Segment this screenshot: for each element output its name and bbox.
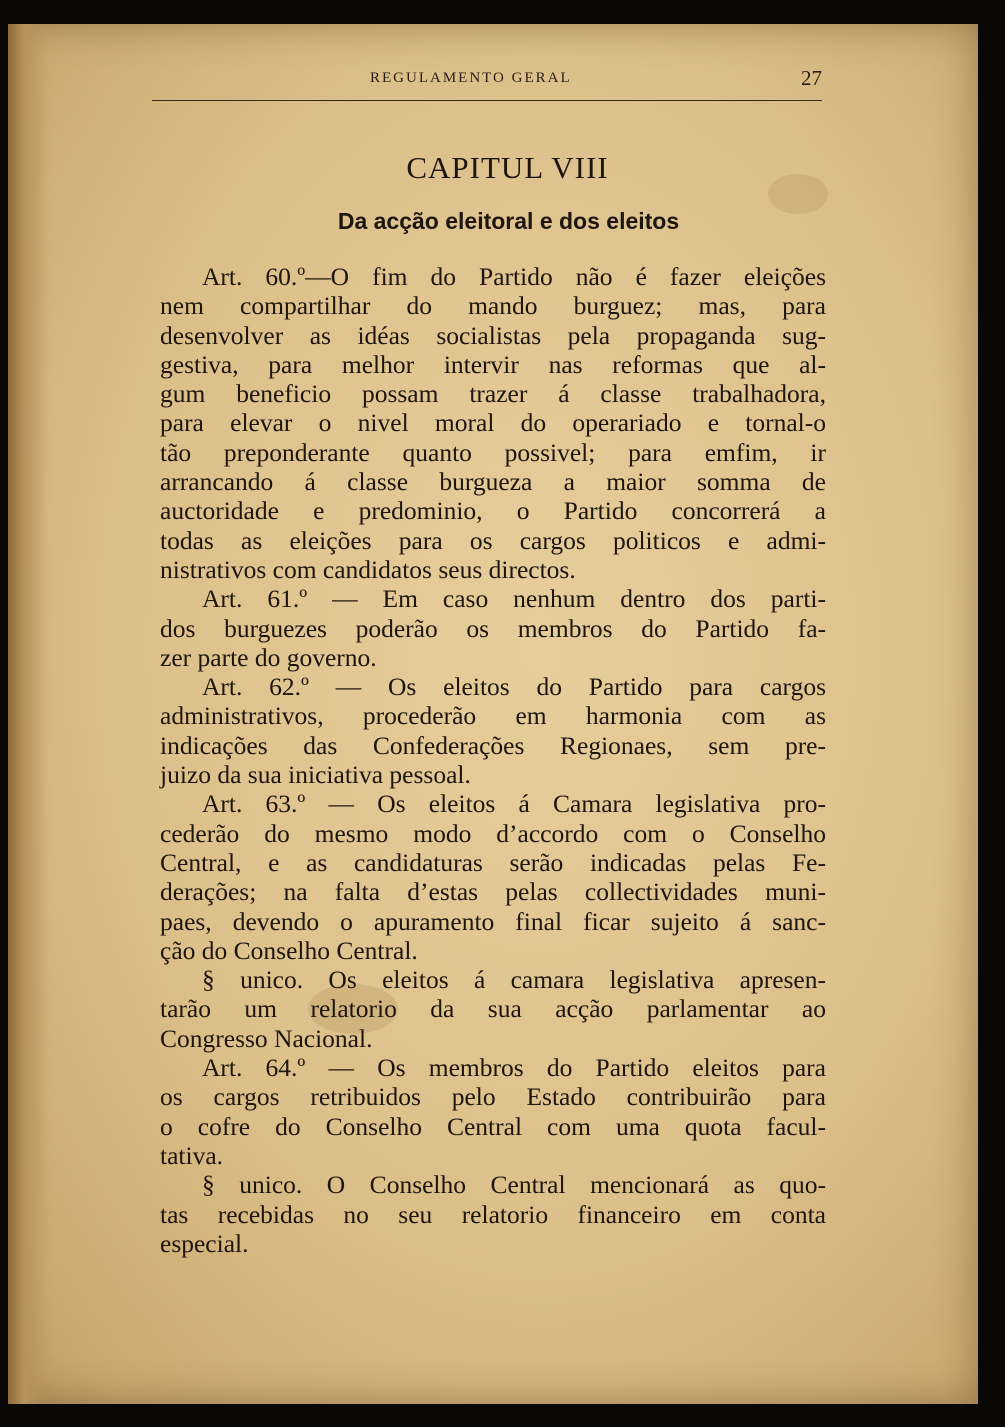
text-line: Congresso Nacional. <box>160 1023 373 1053</box>
text-line: todas as eleições para os cargos politicos e admi- <box>160 525 826 555</box>
text-line: o cofre do Conselho Central com uma quota facul- <box>160 1111 826 1141</box>
text-line: auctoridade e predominio, o Partido concorrerá a <box>160 496 826 526</box>
text-line: desenvolver as idéas socialistas pela propaganda sug- <box>160 320 826 350</box>
chapter-title: CAPITUL VIII <box>406 150 609 185</box>
text-line: tativa. <box>160 1140 224 1170</box>
running-header <box>152 66 822 101</box>
text-line: juizo da sua iniciativa pessoal. <box>160 760 471 790</box>
text-line: Art. 63.º — Os eleitos á Camara legislativa pro- <box>202 789 826 819</box>
text-line: gestiva, para melhor intervir nas reformas que al- <box>160 349 826 379</box>
text-line: paes, devendo o apuramento final ficar sujeito á sanc- <box>160 906 826 936</box>
text-line: Art. 61.º — Em caso nenhum dentro dos parti- <box>202 584 826 614</box>
text-line: tarão um relatorio da sua acção parlamentar ao <box>160 994 826 1024</box>
text-line: tas recebidas no seu relatorio financeiro em conta <box>160 1199 826 1229</box>
text-line: Central, e as candidaturas serão indicadas pelas Fe- <box>160 847 826 877</box>
text-line: dos burguezes poderão os membros do Partido fa- <box>160 613 826 643</box>
text-line: § unico. O Conselho Central mencionará as quo- <box>202 1170 826 1200</box>
text-line: tão preponderante quanto possivel; para emfim, ir <box>160 437 826 467</box>
text-line: Art. 62.º — Os eleitos do Partido para cargos <box>202 672 826 702</box>
text-line: derações; na falta d’estas pelas collectividades muni- <box>160 877 826 907</box>
body-text <box>160 262 826 1258</box>
page-number: 27 <box>801 66 822 90</box>
text-line: § unico. Os eleitos á camara legislativa apresen- <box>202 965 826 995</box>
text-line: especial. <box>160 1228 249 1258</box>
text-line: Art. 64.º — Os membros do Partido eleitos para <box>202 1053 826 1083</box>
text-line: cederão do mesmo modo d’accordo com o Conselho <box>160 818 826 848</box>
text-line: zer parte do governo. <box>160 642 377 672</box>
text-line: os cargos retribuidos pelo Estado contribuirão para <box>160 1082 826 1112</box>
text-line: indicações das Confederações Regionaes, sem pre- <box>160 730 826 760</box>
text-line: administrativos, procederão em harmonia com as <box>160 701 826 731</box>
section-title: Da acção eleitoral e dos eleitos <box>337 208 680 234</box>
text-line: arrancando á classe burgueza a maior somma de <box>160 467 826 497</box>
text-line: nem compartilhar do mando burguez; mas, para <box>160 291 826 321</box>
text-line: Art. 60.º—O fim do Partido não é fazer eleições <box>202 262 826 291</box>
text-line: para elevar o nivel moral do operariado e tornal-o <box>160 408 826 438</box>
text-line: gum beneficio possam trazer á classe trabalhadora, <box>160 379 826 409</box>
running-title: REGULAMENTO GERAL <box>370 70 572 86</box>
text-line: nistrativos com candidatos seus directos. <box>160 554 576 584</box>
text-line: ção do Conselho Central. <box>160 935 418 965</box>
